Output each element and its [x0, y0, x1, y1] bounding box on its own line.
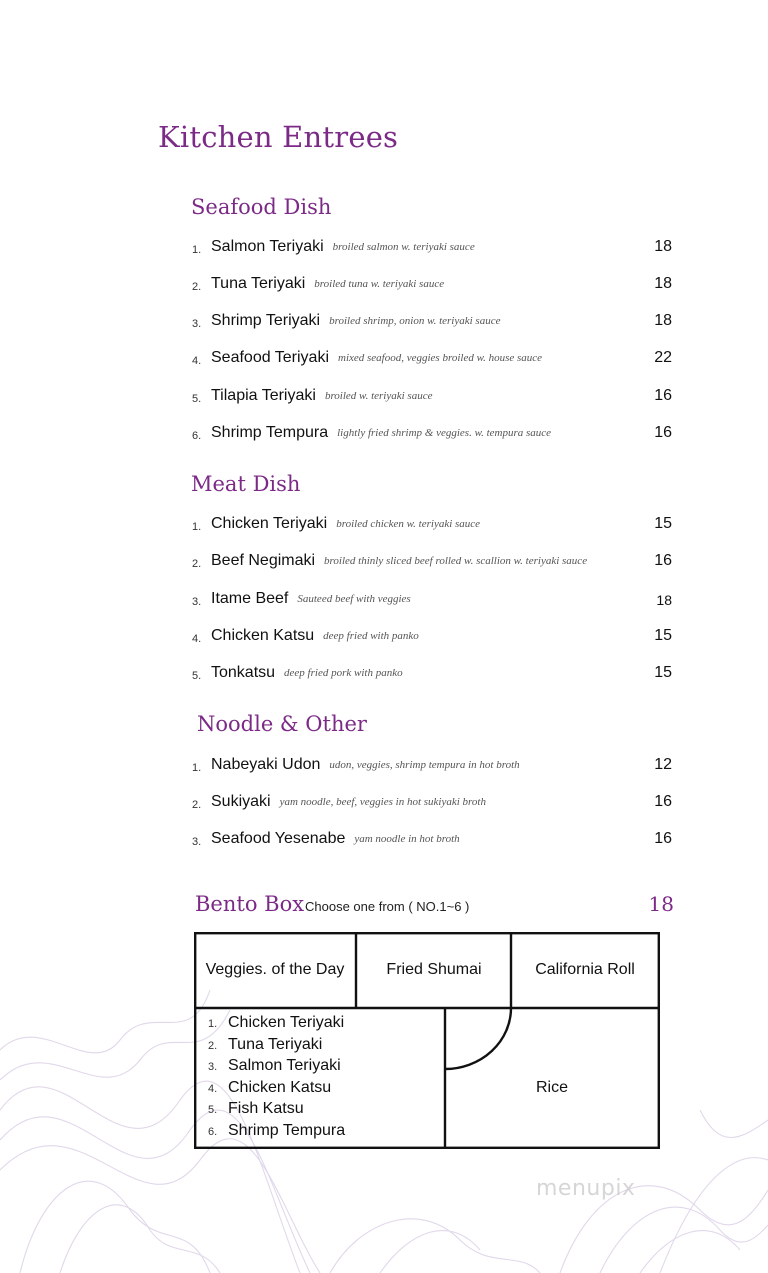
section-title-noodle: Noodle & Other — [197, 712, 367, 736]
bento-note: Choose one from ( NO.1~6 ) — [305, 899, 470, 914]
item-name: Seafood Yesenabe — [211, 830, 346, 847]
menu-item — [192, 552, 674, 576]
item-name: Seafood Teriyaki — [211, 349, 329, 366]
item-name: Beef Negimaki — [211, 552, 316, 569]
bento-choice-list — [208, 1014, 345, 1144]
page-title: Kitchen Entrees — [158, 120, 399, 154]
choice-name: Shrimp Tempura — [228, 1121, 346, 1139]
item-price: 18 — [656, 592, 672, 608]
item-description: yam noodle in hot broth — [354, 833, 460, 845]
item-name: Salmon Teriyaki — [211, 238, 324, 255]
item-description: deep fried with panko — [323, 630, 419, 642]
item-name: Chicken Teriyaki — [211, 515, 328, 532]
list-item — [208, 1036, 345, 1058]
menu-item — [192, 830, 674, 854]
menu-item — [192, 424, 674, 448]
item-price: 18 — [654, 238, 672, 255]
menu-item — [192, 590, 674, 614]
item-number: 4. — [192, 633, 202, 645]
item-name: Tuna Teriyaki — [211, 275, 306, 292]
item-price: 18 — [654, 275, 672, 292]
item-description: udon, veggies, shrimp tempura in hot broth — [329, 759, 520, 771]
item-description: broiled w. teriyaki sauce — [324, 390, 433, 402]
item-number: 2. — [192, 558, 202, 570]
choice-number: 5. — [208, 1104, 218, 1117]
item-price: 15 — [654, 627, 672, 644]
menu-item — [192, 349, 674, 373]
item-name: Shrimp Teriyaki — [211, 312, 321, 329]
item-description: broiled tuna w. teriyaki sauce — [314, 278, 445, 290]
item-price: 22 — [654, 349, 672, 366]
menu-item — [192, 515, 674, 539]
item-price: 12 — [654, 756, 672, 773]
item-number: 2. — [192, 799, 202, 811]
item-price: 18 — [654, 312, 672, 329]
item-name: Tilapia Teriyaki — [211, 387, 316, 404]
choice-number: 3. — [208, 1061, 218, 1074]
item-price: 16 — [654, 793, 672, 810]
list-item — [208, 1100, 345, 1122]
choice-number: 6. — [208, 1125, 218, 1138]
menu-item — [192, 387, 674, 411]
menu-item — [192, 627, 674, 651]
bento-cell-rice: Rice — [535, 1079, 568, 1096]
choice-name: Tuna Teriyaki — [228, 1035, 323, 1053]
item-number: 1. — [192, 762, 202, 774]
item-name: Itame Beef — [211, 590, 289, 607]
item-price: 16 — [654, 830, 672, 847]
item-number: 1. — [192, 244, 202, 256]
item-name: Chicken Katsu — [211, 627, 315, 644]
item-name: Sukiyaki — [211, 793, 271, 810]
item-number: 3. — [192, 836, 202, 848]
item-description: broiled chicken w. teriyaki sauce — [336, 518, 481, 530]
item-description: broiled shrimp, onion w. teriyaki sauce — [329, 315, 501, 327]
item-name: Shrimp Tempura — [211, 424, 329, 441]
item-price: 16 — [654, 424, 672, 441]
item-description: lightly fried shrimp & veggies. w. tempura sauce — [337, 427, 552, 439]
list-item — [208, 1079, 345, 1101]
item-description: mixed seafood, veggies broiled w. house sauce — [338, 352, 543, 364]
list-item — [208, 1014, 345, 1036]
item-price: 15 — [654, 515, 672, 532]
menu-item — [192, 793, 674, 817]
choice-number: 1. — [208, 1018, 218, 1030]
item-number: 6. — [192, 430, 202, 442]
item-price: 15 — [654, 664, 672, 681]
bento-cell-shumai: Fried Shumai — [386, 961, 482, 978]
choice-name: Chicken Teriyaki — [228, 1014, 345, 1031]
item-description: broiled thinly sliced beef rolled w. scallion w. teriyaki sauce — [324, 555, 588, 567]
bento-price: 18 — [648, 892, 674, 916]
item-number: 5. — [192, 393, 202, 405]
list-item — [208, 1122, 345, 1144]
item-number: 5. — [192, 670, 202, 682]
section-title-meat: Meat Dish — [191, 472, 301, 496]
bento-title: Bento Box — [195, 892, 305, 916]
item-name: Tonkatsu — [211, 664, 276, 681]
choice-number: 4. — [208, 1082, 218, 1095]
item-description: yam noodle, beef, veggies in hot sukiyaki broth — [279, 796, 486, 808]
choice-number: 2. — [208, 1039, 218, 1052]
menu-item — [192, 238, 674, 262]
item-description: broiled salmon w. teriyaki sauce — [332, 241, 475, 253]
watermark: menupix — [536, 1176, 636, 1201]
item-name: Nabeyaki Udon — [211, 756, 321, 773]
menu-item — [192, 756, 674, 780]
item-number: 2. — [192, 281, 202, 293]
menu-item — [192, 664, 674, 688]
item-price: 16 — [654, 387, 672, 404]
item-number: 3. — [192, 596, 202, 608]
list-item — [208, 1057, 345, 1079]
choice-name: Fish Katsu — [228, 1100, 304, 1118]
item-price: 16 — [654, 552, 672, 569]
menu-item — [192, 275, 674, 299]
choice-name: Salmon Teriyaki — [228, 1057, 341, 1075]
item-number: 1. — [192, 521, 202, 533]
menu-item — [192, 312, 674, 336]
item-description: deep fried pork with panko — [284, 667, 403, 679]
bento-cell-california-roll: California Roll — [535, 961, 635, 978]
section-title-seafood: Seafood Dish — [191, 195, 332, 219]
bento-cell-veggies: Veggies. of the Day — [205, 961, 345, 978]
choice-name: Chicken Katsu — [228, 1078, 332, 1096]
item-description: Sauteed beef with veggies — [297, 593, 411, 605]
item-number: 4. — [192, 355, 202, 367]
item-number: 3. — [192, 318, 202, 330]
